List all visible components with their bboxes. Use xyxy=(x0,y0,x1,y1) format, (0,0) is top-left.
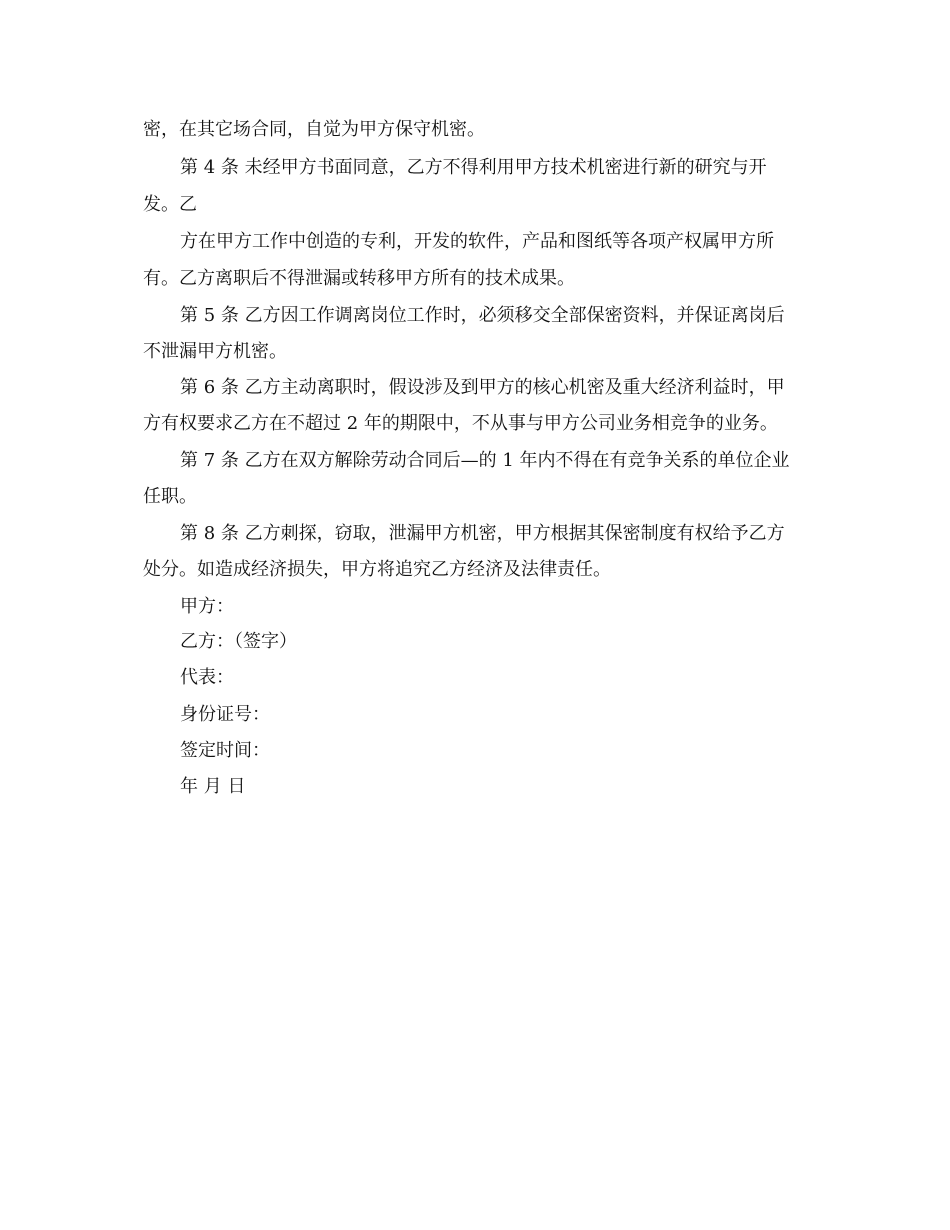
party-a-label: 甲方： xyxy=(180,596,234,617)
id-number-label: 身份证号： xyxy=(180,704,270,725)
text-line: 方有权要求乙方在不超过 2 年的期限中，不从事与甲方公司业务相竞争的业务。 xyxy=(143,413,778,434)
text-line: 发。乙 xyxy=(143,194,197,215)
text-line: 第 5 条 乙方因工作调离岗位工作时，必须移交全部保密资料，并保证离岗后 xyxy=(180,305,785,326)
party-b-label: 乙方：（签字） xyxy=(180,631,297,652)
sign-time-label: 签定时间： xyxy=(180,740,270,761)
text-line: 有。乙方离职后不得泄漏或转移甲方所有的技术成果。 xyxy=(143,268,575,289)
text-line: 不泄漏甲方机密。 xyxy=(143,341,287,362)
text-line: 处分。如造成经济损失，甲方将追究乙方经济及法律责任。 xyxy=(143,559,611,580)
text-line: 第 8 条 乙方刺探，窃取，泄漏甲方机密，甲方根据其保密制度有权给予乙方 xyxy=(180,523,785,544)
text-line: 方在甲方工作中创造的专利，开发的软件，产品和图纸等各项产权属甲方所 xyxy=(180,231,774,252)
text-line: 第 7 条 乙方在双方解除劳动合同后—的 1 年内不得在有竞争关系的单位企业 xyxy=(180,450,790,471)
date-label: 年 月 日 xyxy=(180,776,246,797)
text-line: 第 4 条 未经甲方书面同意，乙方不得利用甲方技术机密进行新的研究与开 xyxy=(180,157,767,178)
text-line: 任职。 xyxy=(143,486,197,507)
text-line: 密，在其它场合同，自觉为甲方保守机密。 xyxy=(143,119,485,140)
representative-label: 代表： xyxy=(180,667,234,688)
text-line: 第 6 条 乙方主动离职时，假设涉及到甲方的核心机密及重大经济利益时，甲 xyxy=(180,377,785,398)
